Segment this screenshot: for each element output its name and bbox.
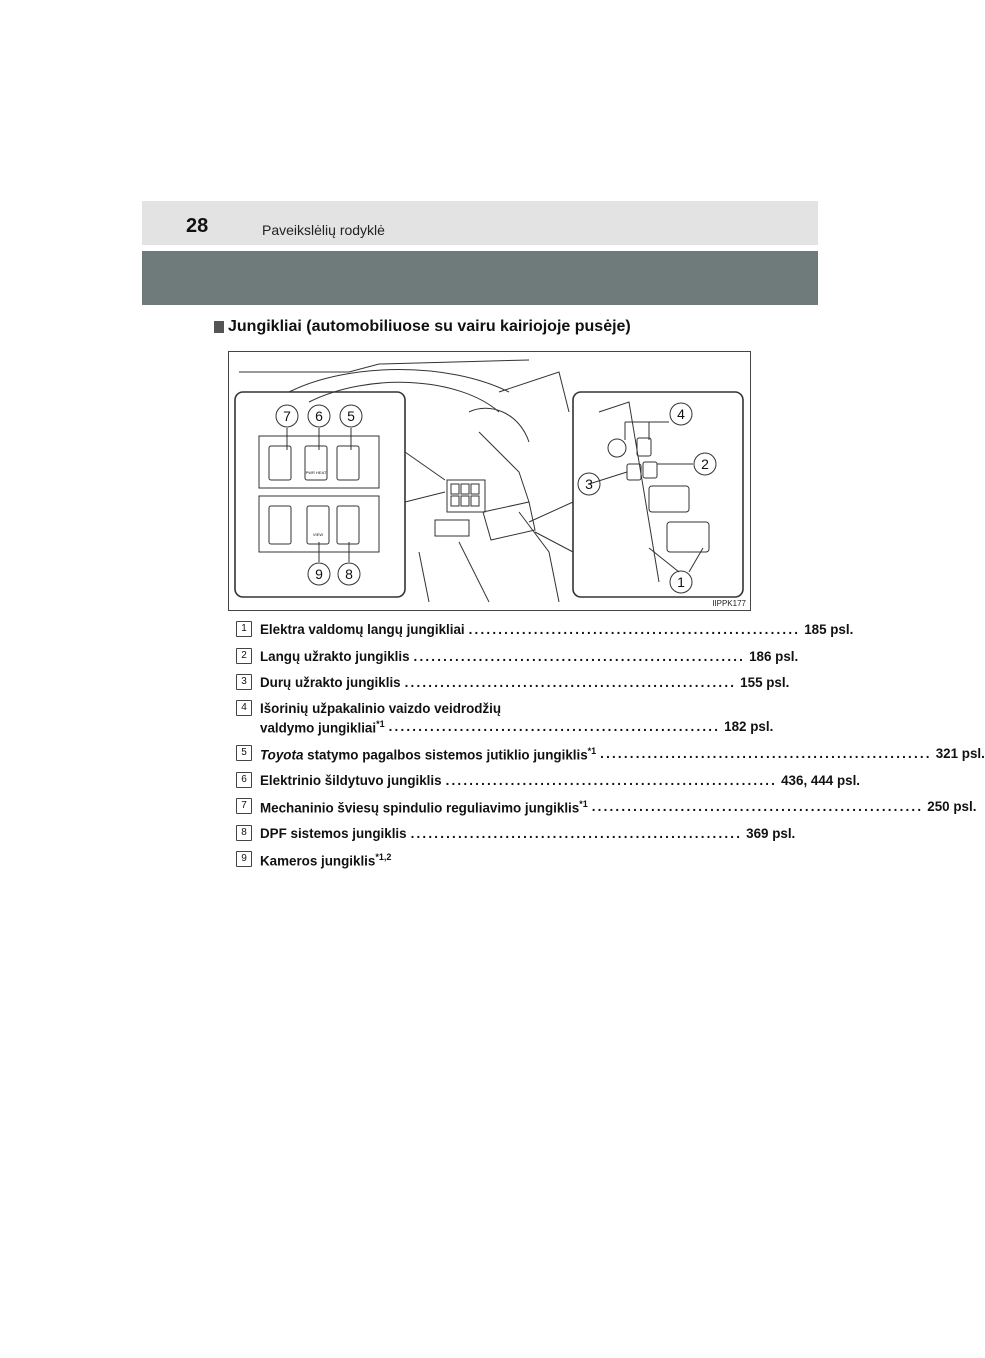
switch-illustration bbox=[228, 351, 751, 611]
item-page: 155 psl. bbox=[740, 675, 790, 690]
item-label: Langų užrakto jungiklis bbox=[260, 649, 410, 664]
item-label: statymo pagalbos sistemos jutiklio jungiklis bbox=[303, 747, 588, 763]
item-label: Durų užrakto jungiklis bbox=[260, 675, 401, 690]
item-number: 2 bbox=[236, 648, 252, 664]
callout-1: 1 bbox=[677, 574, 685, 590]
section-title: Paveikslėlių rodyklė bbox=[262, 222, 385, 238]
dashboard-drawing bbox=[229, 352, 750, 610]
callout-7: 7 bbox=[283, 408, 291, 424]
item-page: 436, 444 psl. bbox=[781, 773, 861, 788]
item-label: Kameros jungiklis bbox=[260, 853, 376, 869]
callout-5: 5 bbox=[347, 408, 355, 424]
item-number: 1 bbox=[236, 621, 252, 637]
page-number: 28 bbox=[186, 215, 209, 237]
item-label: Mechaninio šviesų spindulio reguliavimo jungiklis bbox=[260, 800, 580, 816]
item-label: DPF sistemos jungiklis bbox=[260, 826, 407, 841]
footnote-mark: *1 bbox=[376, 719, 385, 729]
item-page: 182 psl. bbox=[724, 719, 774, 734]
brand-name: Toyota bbox=[260, 747, 304, 763]
item-label: valdymo jungikliai bbox=[260, 720, 377, 736]
item-page: 185 psl. bbox=[804, 622, 854, 637]
item-label: Elektra valdomų langų jungikliai bbox=[260, 622, 465, 637]
header-bar bbox=[142, 201, 818, 245]
item-page: 369 psl. bbox=[746, 826, 796, 841]
item-number: 3 bbox=[236, 674, 252, 690]
item-number: 9 bbox=[236, 851, 252, 867]
item-page: 321 psl. bbox=[935, 746, 985, 761]
callout-8: 8 bbox=[345, 566, 353, 582]
item-number: 8 bbox=[236, 825, 252, 841]
callout-3: 3 bbox=[585, 476, 593, 492]
item-number: 5 bbox=[236, 745, 252, 761]
pwr-heat-label: PWR HEAT bbox=[305, 470, 327, 475]
item-page: 186 psl. bbox=[749, 649, 799, 664]
item-label: Išorinių užpakalinio vaizdo veidrodžių bbox=[260, 701, 502, 716]
callout-2: 2 bbox=[701, 456, 709, 472]
figure-code: IIPPK177 bbox=[712, 599, 746, 608]
chapter-band bbox=[142, 251, 818, 305]
callout-9: 9 bbox=[315, 566, 323, 582]
callout-6: 6 bbox=[315, 408, 323, 424]
footnote-mark: *1 bbox=[579, 799, 588, 809]
callout-4: 4 bbox=[677, 406, 685, 422]
sub-heading bbox=[214, 318, 631, 336]
bullet-square-icon bbox=[214, 321, 224, 333]
item-number: 4 bbox=[236, 700, 252, 716]
item-label: Elektrinio šildytuvo jungiklis bbox=[260, 773, 442, 788]
footnote-mark: *1,2 bbox=[375, 852, 392, 862]
footnote-mark: *1 bbox=[587, 746, 597, 756]
item-page: 250 psl. bbox=[927, 799, 977, 814]
view-label: VIEW bbox=[312, 532, 324, 537]
sub-heading-text: Jungikliai (automobiliuose su vairu kairiojoje pusėje) bbox=[228, 318, 631, 335]
item-number: 7 bbox=[236, 798, 252, 814]
item-number: 6 bbox=[236, 772, 252, 788]
